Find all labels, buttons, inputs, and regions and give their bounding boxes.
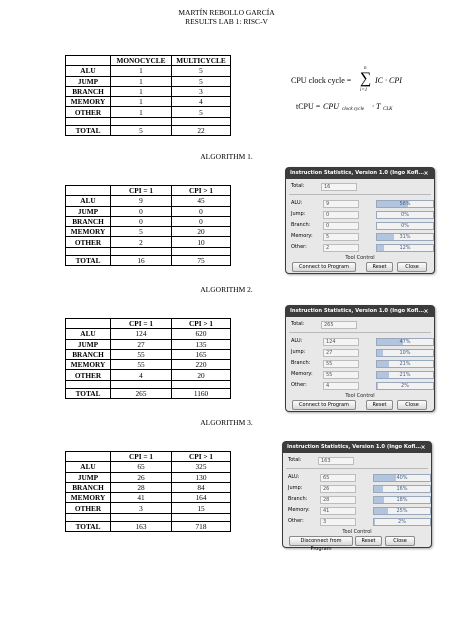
table-header-cell: CPI = 1 [111,186,172,196]
table-cell: 20 [172,227,231,237]
table-row [66,66,231,76]
stat-value-field: 124 [323,338,359,346]
total-label: Total: [288,457,302,463]
stat-value-field: 55 [323,371,359,379]
table-row [66,216,231,226]
table-cell: 55 [111,360,172,370]
row-label: OTHER [66,503,111,513]
stat-percent: 31% [399,234,411,240]
row-label: TOTAL [66,125,111,135]
table-header-row [66,452,231,462]
algorithm-table [65,185,231,266]
table-header-cell [66,56,111,66]
stat-percent: 2% [401,383,409,389]
stat-label: Memory: [291,371,313,377]
row-label: ALU [66,66,111,76]
window-title: Instruction Statistics, Version 1.0 (Ingo Kofl... [290,170,425,176]
divider [289,332,431,333]
stat-percent: 16% [396,486,408,492]
table-cell: 718 [172,521,231,531]
algorithm-title: ALGORITHM 2. [200,285,253,294]
stat-value-field: 0 [323,211,359,219]
stat-row [289,233,434,240]
stat-value-field: 3 [320,518,356,526]
row-label: MEMORY [66,493,111,503]
stat-row [286,518,431,525]
stat-progress-bar [373,518,431,526]
table-cell: 5 [172,76,231,86]
table-cell: 16 [111,255,172,265]
total-value-field: 163 [318,457,354,465]
close-button[interactable]: Close [397,262,427,272]
author-name: MARTÍN REBOLLO GARCÍA [178,8,275,17]
stat-label: Branch: [288,496,308,502]
table-cell: 0 [111,206,172,216]
row-label: TOTAL [66,388,111,398]
algorithm-title: ALGORITHM 3. [200,418,253,427]
stat-percent: 21% [399,361,411,367]
stat-progress-bar [376,233,434,241]
row-label: JUMP [66,76,111,86]
table-cell: 41 [111,493,172,503]
stat-label: Branch: [291,222,311,228]
table-cell: 124 [111,329,172,339]
stat-progress-bar [376,200,434,208]
table-cell: 0 [172,206,231,216]
table-cell: 4 [111,370,172,380]
stat-row [289,382,434,389]
stat-row [289,371,434,378]
table-row [66,329,231,339]
connect-program-button[interactable]: Connect to Program [292,400,356,410]
algorithm-table [65,451,231,532]
blank-row [66,247,231,255]
table-cell: 5 [111,125,172,135]
stat-progress-bar [373,485,431,493]
stat-progress-bar [376,382,434,390]
stat-value-field: 26 [320,485,356,493]
stat-percent: 18% [396,497,408,503]
stat-percent: 12% [399,245,411,251]
table-cell: 75 [172,255,231,265]
table-cell: 55 [111,349,172,359]
stat-row [286,474,431,481]
table-cell: 5 [172,66,231,76]
stat-progress-bar [376,360,434,368]
stat-progress-bar [373,474,431,482]
row-label: BRANCH [66,86,111,96]
total-value-field: 265 [321,321,357,329]
stat-percent: 25% [396,508,408,514]
stat-value-field: 65 [320,474,356,482]
table-cell: 135 [172,339,231,349]
stat-label: Jump: [291,211,306,217]
stat-label: ALU: [291,200,303,206]
stat-percent: 47% [399,339,411,345]
table-cell: 1 [111,66,172,76]
stat-label: ALU: [288,474,300,480]
table-header-cell [66,186,111,196]
algorithm-table [65,318,231,399]
summary-table [65,55,231,136]
table-total-row [66,521,231,531]
blank-row [66,380,231,388]
stat-label: Memory: [291,233,313,239]
table-cell: 84 [172,482,231,492]
total-label: Total: [291,183,305,189]
stat-percent: 40% [396,475,408,481]
table-cell: 1 [111,97,172,107]
row-label: TOTAL [66,521,111,531]
table-cell: 26 [111,472,172,482]
table-cell: 3 [111,503,172,513]
table-cell: 0 [111,216,172,226]
stat-progress-bar [376,244,434,252]
close-icon[interactable]: × [423,170,429,177]
stat-label: Other: [291,382,307,388]
stat-row [286,496,431,503]
stat-row [289,360,434,367]
table-header-row [66,319,231,329]
table-cell: 165 [172,349,231,359]
table-cell: 27 [111,339,172,349]
stat-row [289,244,434,251]
table-cell: 220 [172,360,231,370]
close-button[interactable]: Close [385,536,415,546]
stat-label: ALU: [291,338,303,344]
close-icon[interactable]: × [423,308,429,315]
table-cell: 1 [111,76,172,86]
stat-label: Jump: [291,349,306,355]
row-label: ALU [66,329,111,339]
stat-value-field: 41 [320,507,356,515]
table-row [66,360,231,370]
divider [289,194,431,195]
stat-progress-bar [376,349,434,357]
table-cell: 1 [111,86,172,96]
table-cell: 10 [172,237,231,247]
table-header-cell: CPI = 1 [111,319,172,329]
tool-control-label: Tool Control [342,529,372,535]
table-cell: 65 [111,462,172,472]
row-label: BRANCH [66,216,111,226]
table-cell: 9 [111,196,172,206]
table-cell: 2 [111,237,172,247]
row-label: JUMP [66,472,111,482]
instruction-statistics-window [285,305,435,412]
window-title: Instruction Statistics, Version 1.0 (Ingo Kofl... [287,444,422,450]
stat-row [286,485,431,492]
table-header-cell: CPI > 1 [172,186,231,196]
stat-percent: 2% [398,519,406,525]
total-row [289,183,429,190]
table-cell: 5 [172,107,231,117]
close-button[interactable]: Close [397,400,427,410]
window-titlebar[interactable] [283,442,431,453]
table-row [66,503,231,513]
row-label: MEMORY [66,227,111,237]
row-label: BRANCH [66,482,111,492]
stat-row [289,349,434,356]
stat-label: Branch: [291,360,311,366]
stat-row [289,222,434,229]
table-row [66,196,231,206]
row-label: OTHER [66,107,111,117]
stat-value-field: 4 [323,382,359,390]
stat-progress-bar [376,371,434,379]
table-header-cell: MULTICYCLE [172,56,231,66]
row-label: MEMORY [66,360,111,370]
stat-value-field: 5 [323,233,359,241]
table-row [66,370,231,380]
table-cell: 3 [172,86,231,96]
row-label: MEMORY [66,97,111,107]
stat-percent: 21% [399,372,411,378]
reset-button[interactable]: Reset [366,400,393,410]
table-cell: 28 [111,482,172,492]
tcpu-formula: tCPU = CPU clock cycle · T CLK [296,102,393,112]
reset-button[interactable]: Reset [366,262,393,272]
table-header-cell [66,319,111,329]
stat-percent: 10% [399,350,411,356]
cpu-clock-cycle-formula: CPU clock cycle = n ∑ i=1 IC · CPI [291,66,402,93]
stat-row [289,211,434,218]
table-row [66,86,231,96]
row-label: ALU [66,196,111,206]
table-cell: 130 [172,472,231,482]
stat-progress-bar [373,507,431,515]
stat-percent: 0% [401,212,409,218]
table-cell: 163 [111,521,172,531]
total-value-field: 16 [321,183,357,191]
close-icon[interactable]: × [420,444,426,451]
table-row [66,97,231,107]
table-row [66,462,231,472]
stat-value-field: 27 [323,349,359,357]
stat-progress-bar [373,496,431,504]
table-header-row [66,186,231,196]
table-row [66,482,231,492]
table-row [66,493,231,503]
stat-progress-bar [376,338,434,346]
table-row [66,237,231,247]
total-row [289,321,429,328]
table-cell: 265 [111,388,172,398]
total-label: Total: [291,321,305,327]
table-row [66,227,231,237]
table-cell: 5 [111,227,172,237]
stat-value-field: 55 [323,360,359,368]
table-row [66,349,231,359]
table-cell: 0 [172,216,231,226]
instruction-statistics-window [282,441,432,552]
window-titlebar[interactable] [286,306,434,317]
row-label: JUMP [66,206,111,216]
stat-label: Other: [291,244,307,250]
table-cell: 20 [172,370,231,380]
table-cell: 45 [172,196,231,206]
stat-value-field: 2 [323,244,359,252]
document-subtitle: RESULTS LAB 1: RISC-V [185,17,268,26]
row-label: OTHER [66,237,111,247]
tool-control-label: Tool Control [345,255,375,261]
row-label: TOTAL [66,255,111,265]
stat-progress-bar [376,222,434,230]
window-title: Instruction Statistics, Version 1.0 (Ingo Kofl... [290,308,425,314]
table-cell: 620 [172,329,231,339]
table-row [66,206,231,216]
divider [286,468,428,469]
table-total-row [66,255,231,265]
table-total-row [66,388,231,398]
table-row [66,339,231,349]
tool-control-label: Tool Control [345,393,375,399]
instruction-statistics-window [285,167,435,274]
table-row [66,76,231,86]
row-label: ALU [66,462,111,472]
stat-label: Other: [288,518,304,524]
blank-row [66,117,231,125]
table-cell: 1160 [172,388,231,398]
row-label: JUMP [66,339,111,349]
blank-row [66,513,231,521]
table-cell: 1 [111,107,172,117]
table-header-cell: CPI > 1 [172,319,231,329]
reset-button[interactable]: Reset [355,536,382,546]
table-row [66,472,231,482]
stat-percent: 0% [401,223,409,229]
table-header-cell: CPI > 1 [172,452,231,462]
stat-label: Jump: [288,485,303,491]
table-cell: 15 [172,503,231,513]
table-header-cell [66,452,111,462]
stat-row [289,338,434,345]
table-header-cell: CPI = 1 [111,452,172,462]
stat-percent: 56% [399,201,411,207]
table-row [66,107,231,117]
sum-symbol: ∑ [360,70,372,87]
row-label: OTHER [66,370,111,380]
stat-value-field: 28 [320,496,356,504]
stat-label: Memory: [288,507,310,513]
row-label: BRANCH [66,349,111,359]
table-cell: 22 [172,125,231,135]
table-header-row [66,56,231,66]
table-cell: 4 [172,97,231,107]
disconnect-program-button[interactable]: Disconnect from Program [289,536,353,546]
table-header-cell: MONOCYCLE [111,56,172,66]
connect-program-button[interactable]: Connect to Program [292,262,356,272]
table-total-row [66,125,231,135]
stat-value-field: 9 [323,200,359,208]
algorithm-title: ALGORITHM 1. [200,152,253,161]
table-cell: 325 [172,462,231,472]
stat-value-field: 0 [323,222,359,230]
stat-progress-bar [376,211,434,219]
total-row [286,457,426,464]
stat-row [286,507,431,514]
window-titlebar[interactable] [286,168,434,179]
stat-row [289,200,434,207]
table-cell: 164 [172,493,231,503]
